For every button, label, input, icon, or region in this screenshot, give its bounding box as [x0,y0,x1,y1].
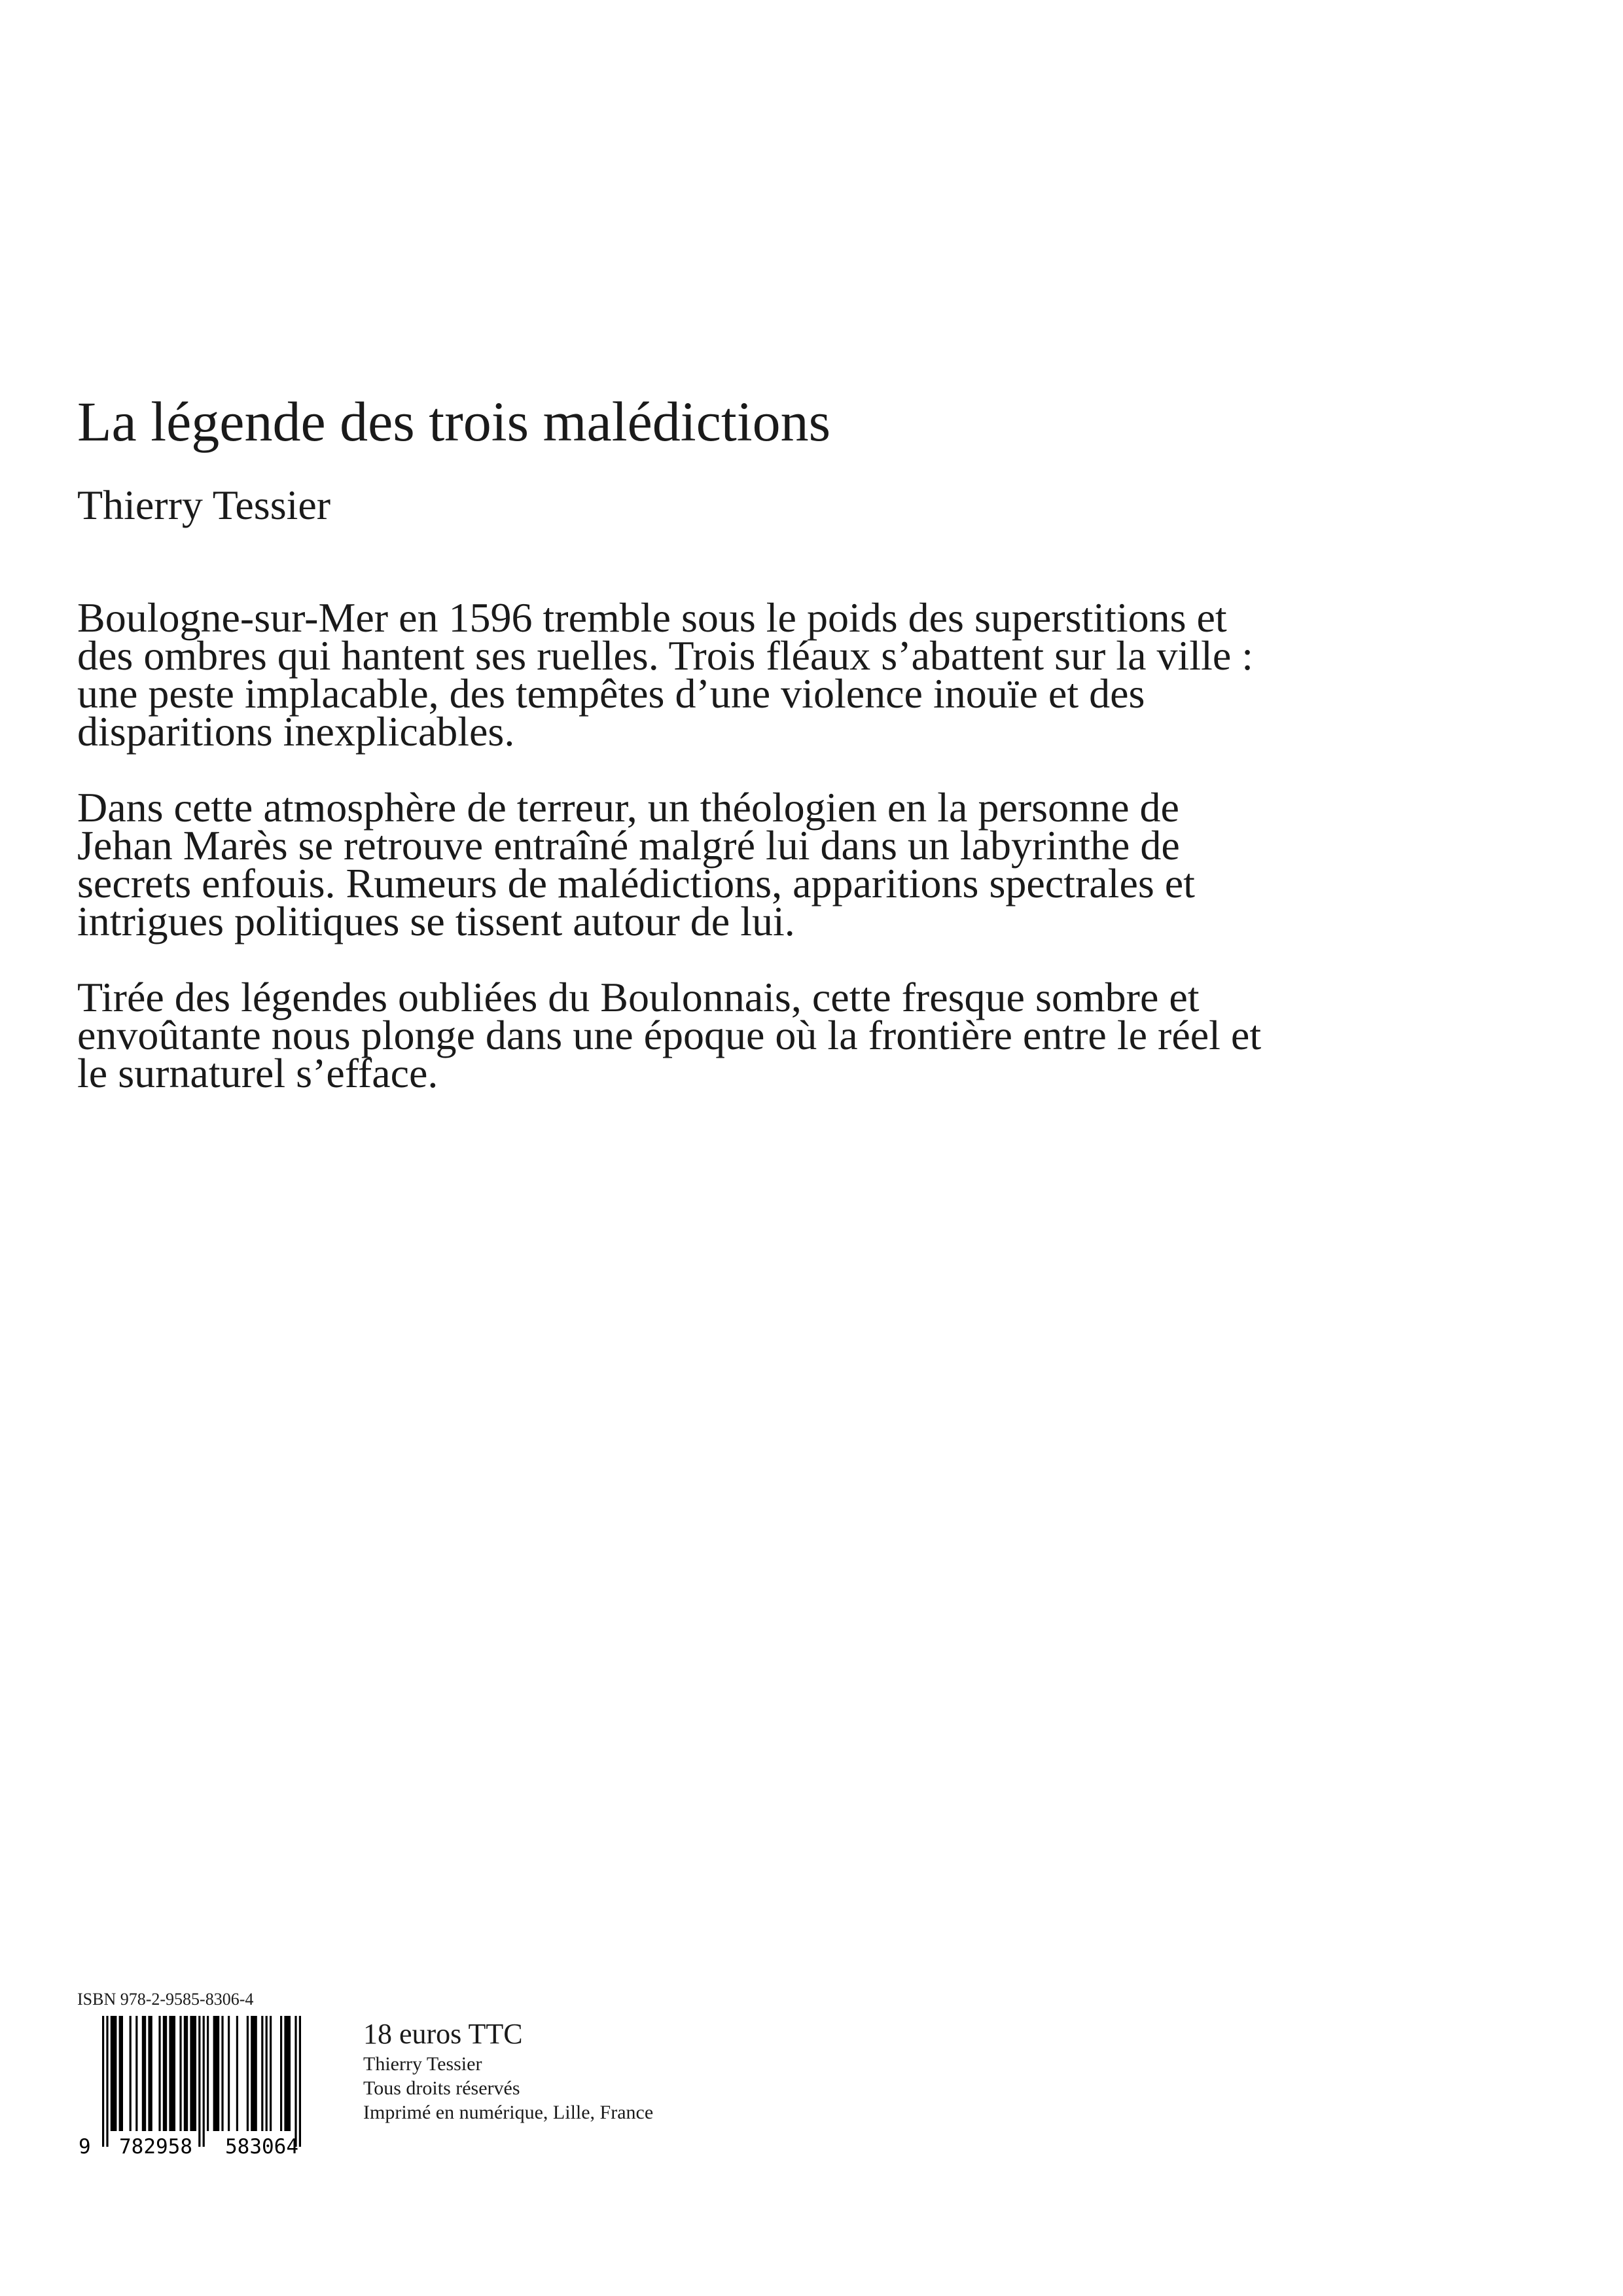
barcode-bar [221,2016,223,2131]
barcode-bar [228,2016,230,2131]
barcode-bar [284,2016,291,2131]
barcode-digit-first: 9 [79,2135,91,2157]
rights-notice: Tous droits réservés [363,2077,520,2099]
barcode-bar [119,2016,123,2131]
barcode-bar [111,2016,117,2131]
barcode-bar [294,2016,296,2147]
barcode-bar [198,2016,200,2147]
barcode-bar [190,2016,196,2131]
barcode-bar [179,2016,181,2131]
barcode-bar [213,2016,220,2131]
barcode-bar [184,2016,188,2131]
summary-paragraph: Boulogne-sur-Mer en 1596 tremble sous le poids des superstitions et des ombres qui hantent ses ruelles. Trois fléaux s’abattent sur la ville : une peste implacable, des tempêtes d’une violence inouïe et des disparitions inexplicables. [77,594,1253,755]
summary-paragraph: Dans cette atmosphère de terreur, un théologien en la personne de Jehan Marès se retrouve entraîné malgré lui dans un labyrinthe de secrets enfouis. Rumeurs de malédictions, apparitions spectrales et intrigues politiques se tissent autour de lui. [77,784,1195,944]
barcode-bar [102,2016,104,2147]
imprint-block [363,2018,653,2125]
barcode-bar [142,2016,146,2131]
barcode-bar [236,2016,238,2131]
barcode-bar [299,2016,301,2147]
back-cover-summary [77,594,1268,1130]
price-label: 18 euros TTC [363,2018,523,2050]
barcode-bars [77,2016,326,2157]
isbn-barcode [77,1990,326,2157]
barcode-bar [207,2016,209,2131]
barcode-bar [135,2016,137,2131]
barcode-digits-right: 583064 [225,2135,298,2157]
barcode-bar [203,2016,205,2147]
barcode-bar [247,2016,249,2131]
barcode-bar [106,2016,108,2147]
barcode-bar [251,2016,257,2131]
book-author: Thierry Tessier [77,482,331,528]
barcode-bar [261,2016,263,2131]
barcode-bar [158,2016,160,2131]
summary-paragraph: Tirée des légendes oubliées du Boulonnais, cette fresque sombre et envoûtante nous plonge dans une époque où la frontière entre le réel et le surnaturel s’efface. [77,974,1262,1096]
printing-notice: Imprimé en numérique, Lille, France [363,2102,654,2123]
barcode-bar [169,2016,175,2131]
barcode-bar [270,2016,272,2131]
barcode-bar [163,2016,167,2131]
barcode-bar [280,2016,282,2131]
publisher-name: Thierry Tessier [363,2053,482,2075]
isbn-label: ISBN 978-2-9585-8306-4 [77,1990,254,2009]
barcode-bar [130,2016,132,2131]
book-title: La légende des trois malédictions [77,390,831,453]
barcode-bar [148,2016,152,2131]
barcode-digits-left: 782958 [119,2135,192,2157]
barcode-bar [266,2016,268,2131]
